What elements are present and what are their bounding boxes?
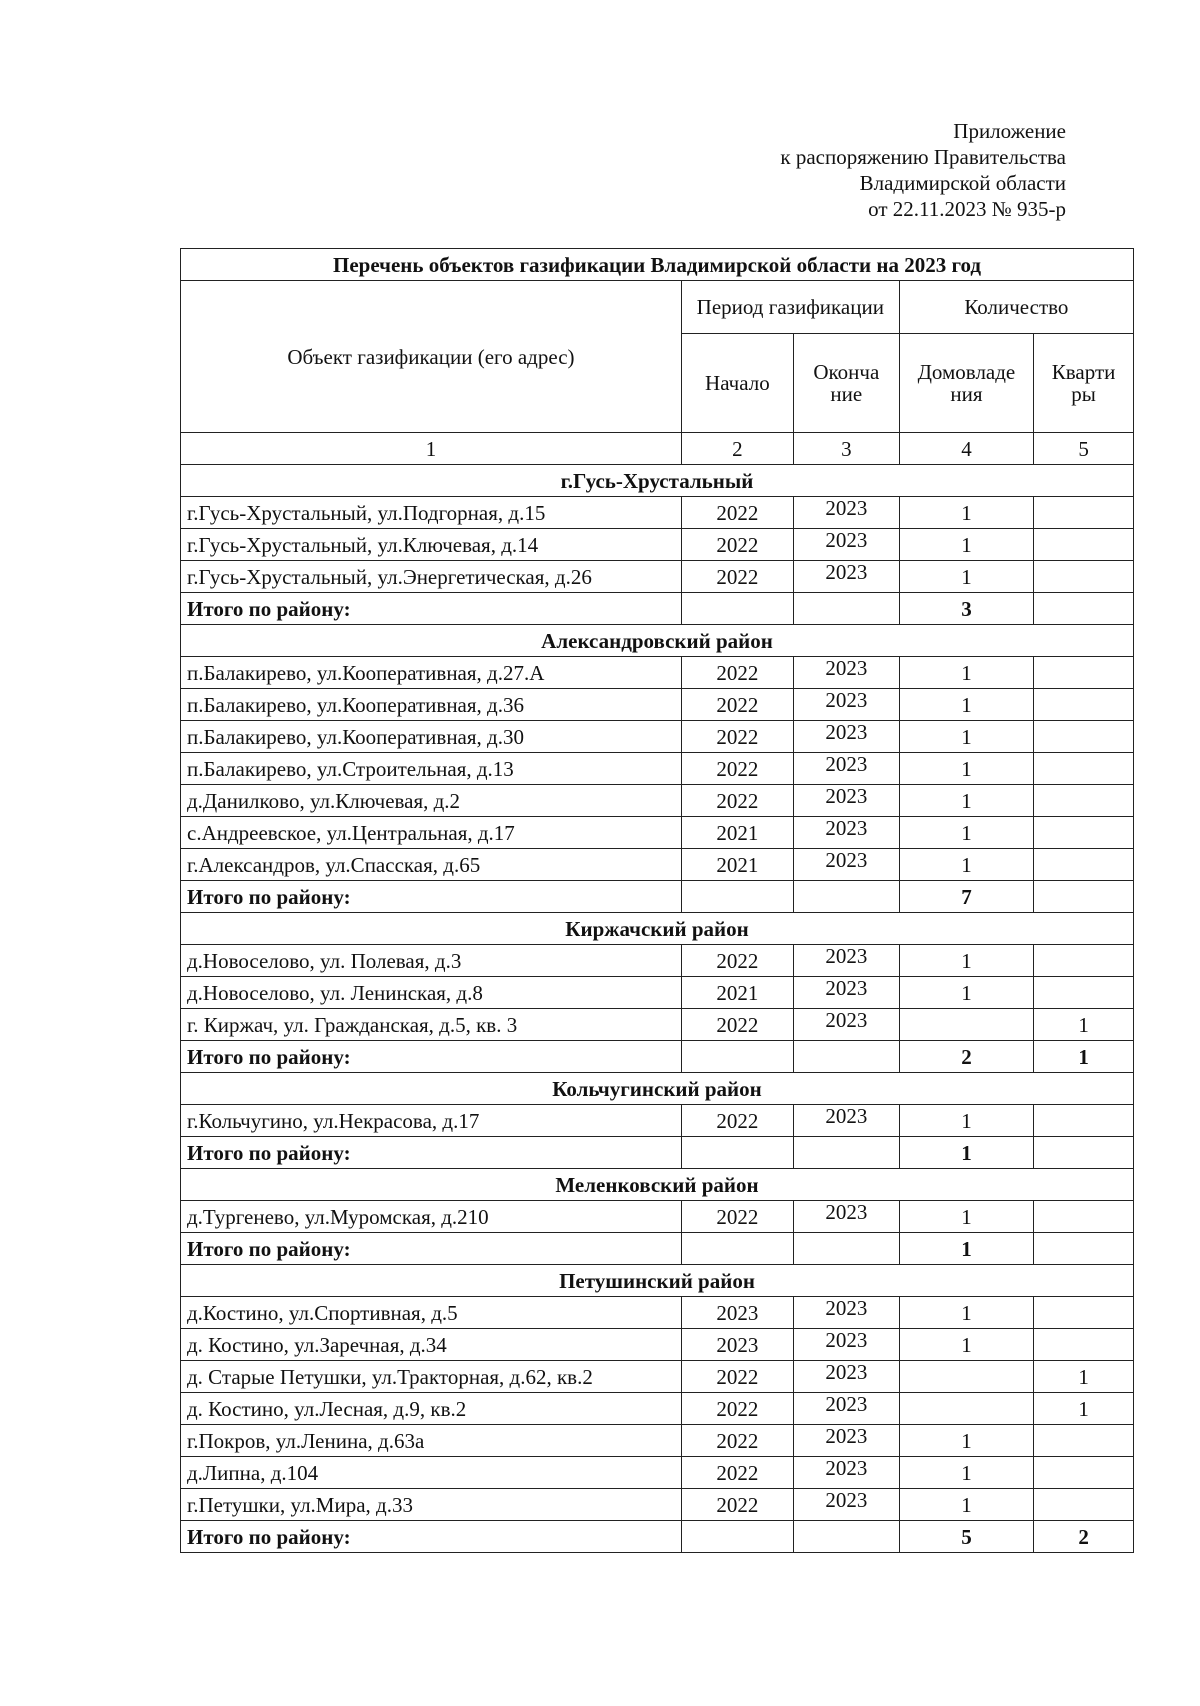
object-address: п.Балакирево, ул.Кооперативная, д.36 — [181, 689, 682, 721]
appendix-line-3: Владимирской области — [859, 171, 1066, 195]
object-address: г.Александров, ул.Спасская, д.65 — [181, 849, 682, 881]
houses-count: 1 — [899, 561, 1033, 593]
district-header-row — [181, 625, 1134, 657]
start-year: 2022 — [681, 497, 793, 529]
table-title-row — [181, 249, 1134, 281]
houses-count: 1 — [899, 1489, 1033, 1521]
end-year: 2023 — [793, 753, 899, 785]
houses-count: 1 — [899, 497, 1033, 529]
flats-count: 1 — [1034, 1009, 1134, 1041]
table-row — [181, 721, 1134, 753]
houses-count: 1 — [899, 1201, 1033, 1233]
start-year: 2023 — [681, 1329, 793, 1361]
end-year: 2023 — [793, 657, 899, 689]
total-houses: 2 — [899, 1041, 1033, 1073]
header-period: Период газификации — [681, 281, 899, 334]
gasification-table — [180, 248, 1134, 1553]
total-empty-start — [681, 1233, 793, 1265]
total-empty-start — [681, 593, 793, 625]
object-address: г.Кольчугино, ул.Некрасова, д.17 — [181, 1105, 682, 1137]
district-header-row — [181, 1073, 1134, 1105]
start-year: 2021 — [681, 977, 793, 1009]
end-year: 2023 — [793, 689, 899, 721]
header-houses: Домовладе ния — [899, 334, 1033, 433]
district-name: г.Гусь-Хрустальный — [181, 465, 1134, 497]
start-year: 2022 — [681, 1009, 793, 1041]
table-row — [181, 753, 1134, 785]
appendix-header — [780, 118, 1066, 222]
end-year: 2023 — [793, 1457, 899, 1489]
district-header-row — [181, 1265, 1134, 1297]
total-empty-start — [681, 1041, 793, 1073]
end-year: 2023 — [793, 849, 899, 881]
end-year: 2023 — [793, 529, 899, 561]
flats-count — [1034, 849, 1134, 881]
end-year: 2023 — [793, 977, 899, 1009]
flats-count — [1034, 1105, 1134, 1137]
houses-count — [899, 1393, 1033, 1425]
header-row-1 — [181, 281, 1134, 334]
flats-count — [1034, 497, 1134, 529]
start-year: 2021 — [681, 849, 793, 881]
header-quantity: Количество — [899, 281, 1133, 334]
houses-count: 1 — [899, 945, 1033, 977]
end-year: 2023 — [793, 1489, 899, 1521]
start-year: 2022 — [681, 945, 793, 977]
col-number-1: 1 — [181, 433, 682, 465]
table-row — [181, 1361, 1134, 1393]
start-year: 2022 — [681, 1361, 793, 1393]
table-row — [181, 1425, 1134, 1457]
table-row — [181, 657, 1134, 689]
object-address: д. Костино, ул.Заречная, д.34 — [181, 1329, 682, 1361]
houses-count: 1 — [899, 689, 1033, 721]
total-houses: 7 — [899, 881, 1033, 913]
flats-count — [1034, 817, 1134, 849]
houses-count: 1 — [899, 1329, 1033, 1361]
houses-count: 1 — [899, 753, 1033, 785]
end-year: 2023 — [793, 785, 899, 817]
houses-count: 1 — [899, 1425, 1033, 1457]
object-address: г.Покров, ул.Ленина, д.63а — [181, 1425, 682, 1457]
table-row — [181, 1457, 1134, 1489]
total-houses: 1 — [899, 1137, 1033, 1169]
total-label: Итого по району: — [181, 1233, 682, 1265]
flats-count: 1 — [1034, 1393, 1134, 1425]
table-row — [181, 1297, 1134, 1329]
total-flats: 1 — [1034, 1041, 1134, 1073]
district-header-row — [181, 465, 1134, 497]
start-year: 2022 — [681, 721, 793, 753]
district-total-row — [181, 1137, 1134, 1169]
table-row — [181, 945, 1134, 977]
table-row — [181, 1329, 1134, 1361]
object-address: г.Петушки, ул.Мира, д.33 — [181, 1489, 682, 1521]
col-number-3: 3 — [793, 433, 899, 465]
total-empty-end — [793, 1041, 899, 1073]
end-year: 2023 — [793, 497, 899, 529]
flats-count — [1034, 1297, 1134, 1329]
district-header-row — [181, 913, 1134, 945]
flats-count — [1034, 945, 1134, 977]
start-year: 2022 — [681, 689, 793, 721]
total-label: Итого по району: — [181, 1137, 682, 1169]
table-row — [181, 1489, 1134, 1521]
object-address: д. Старые Петушки, ул.Тракторная, д.62, кв.2 — [181, 1361, 682, 1393]
end-year: 2023 — [793, 1393, 899, 1425]
total-empty-end — [793, 1137, 899, 1169]
houses-count: 1 — [899, 721, 1033, 753]
end-year: 2023 — [793, 817, 899, 849]
district-total-row — [181, 1521, 1134, 1553]
district-name: Киржачский район — [181, 913, 1134, 945]
start-year: 2022 — [681, 1425, 793, 1457]
flats-count — [1034, 1489, 1134, 1521]
total-flats — [1034, 1137, 1134, 1169]
total-flats: 2 — [1034, 1521, 1134, 1553]
end-year: 2023 — [793, 1009, 899, 1041]
district-name: Кольчугинский район — [181, 1073, 1134, 1105]
houses-count — [899, 1361, 1033, 1393]
appendix-line-2: к распоряжению Правительства — [780, 145, 1066, 169]
total-label: Итого по району: — [181, 1041, 682, 1073]
col-number-5: 5 — [1034, 433, 1134, 465]
start-year: 2022 — [681, 1105, 793, 1137]
flats-count: 1 — [1034, 1361, 1134, 1393]
houses-count: 1 — [899, 849, 1033, 881]
houses-count: 1 — [899, 1105, 1033, 1137]
object-address: д.Костино, ул.Спортивная, д.5 — [181, 1297, 682, 1329]
total-flats — [1034, 881, 1134, 913]
appendix-line-4: от 22.11.2023 № 935-р — [868, 197, 1066, 221]
district-name: Петушинский район — [181, 1265, 1134, 1297]
houses-count: 1 — [899, 657, 1033, 689]
table-body — [181, 249, 1134, 1553]
district-name: Александровский район — [181, 625, 1134, 657]
table-row — [181, 849, 1134, 881]
end-year: 2023 — [793, 1361, 899, 1393]
total-houses: 3 — [899, 593, 1033, 625]
table-row — [181, 1393, 1134, 1425]
object-address: г.Гусь-Хрустальный, ул.Энергетическая, д.26 — [181, 561, 682, 593]
total-houses: 5 — [899, 1521, 1033, 1553]
total-empty-end — [793, 1521, 899, 1553]
start-year: 2022 — [681, 1489, 793, 1521]
flats-count — [1034, 977, 1134, 1009]
col-number-2: 2 — [681, 433, 793, 465]
flats-count — [1034, 1329, 1134, 1361]
flats-count — [1034, 1457, 1134, 1489]
object-address: г.Гусь-Хрустальный, ул.Подгорная, д.15 — [181, 497, 682, 529]
total-label: Итого по району: — [181, 881, 682, 913]
start-year: 2022 — [681, 529, 793, 561]
object-address: д.Новоселово, ул. Ленинская, д.8 — [181, 977, 682, 1009]
flats-count — [1034, 785, 1134, 817]
total-empty-start — [681, 1137, 793, 1169]
flats-count — [1034, 529, 1134, 561]
district-total-row — [181, 593, 1134, 625]
total-empty-end — [793, 881, 899, 913]
header-flats: Кварти ры — [1034, 334, 1134, 433]
end-year: 2023 — [793, 1105, 899, 1137]
start-year: 2022 — [681, 561, 793, 593]
district-total-row — [181, 1041, 1134, 1073]
district-total-row — [181, 881, 1134, 913]
houses-count: 1 — [899, 977, 1033, 1009]
flats-count — [1034, 753, 1134, 785]
table-row — [181, 977, 1134, 1009]
table-title: Перечень объектов газификации Владимирской области на 2023 год — [181, 249, 1134, 281]
start-year: 2022 — [681, 753, 793, 785]
total-flats — [1034, 1233, 1134, 1265]
header-end: Оконча ние — [793, 334, 899, 433]
start-year: 2022 — [681, 1457, 793, 1489]
object-address: п.Балакирево, ул.Кооперативная, д.27.А — [181, 657, 682, 689]
table-row — [181, 529, 1134, 561]
table-row — [181, 561, 1134, 593]
end-year: 2023 — [793, 945, 899, 977]
district-total-row — [181, 1233, 1134, 1265]
total-label: Итого по району: — [181, 593, 682, 625]
object-address: д. Костино, ул.Лесная, д.9, кв.2 — [181, 1393, 682, 1425]
flats-count — [1034, 561, 1134, 593]
end-year: 2023 — [793, 1425, 899, 1457]
object-address: г. Киржач, ул. Гражданская, д.5, кв. 3 — [181, 1009, 682, 1041]
object-address: г.Гусь-Хрустальный, ул.Ключевая, д.14 — [181, 529, 682, 561]
houses-count: 1 — [899, 817, 1033, 849]
total-empty-start — [681, 881, 793, 913]
table-row — [181, 497, 1134, 529]
table-row — [181, 817, 1134, 849]
start-year: 2022 — [681, 785, 793, 817]
object-address: п.Балакирево, ул.Кооперативная, д.30 — [181, 721, 682, 753]
table-row — [181, 689, 1134, 721]
table-row — [181, 1009, 1134, 1041]
flats-count — [1034, 721, 1134, 753]
header-object: Объект газификации (его адрес) — [181, 281, 682, 433]
total-empty-start — [681, 1521, 793, 1553]
district-header-row — [181, 1169, 1134, 1201]
object-address: п.Балакирево, ул.Строительная, д.13 — [181, 753, 682, 785]
total-empty-end — [793, 593, 899, 625]
flats-count — [1034, 1201, 1134, 1233]
houses-count: 1 — [899, 1457, 1033, 1489]
total-flats — [1034, 593, 1134, 625]
end-year: 2023 — [793, 721, 899, 753]
end-year: 2023 — [793, 1297, 899, 1329]
houses-count: 1 — [899, 1297, 1033, 1329]
start-year: 2022 — [681, 1201, 793, 1233]
start-year: 2022 — [681, 657, 793, 689]
flats-count — [1034, 1425, 1134, 1457]
col-number-4: 4 — [899, 433, 1033, 465]
end-year: 2023 — [793, 1201, 899, 1233]
district-name: Меленковский район — [181, 1169, 1134, 1201]
table-row — [181, 1201, 1134, 1233]
column-number-row — [181, 433, 1134, 465]
start-year: 2022 — [681, 1393, 793, 1425]
appendix-line-1: Приложение — [953, 119, 1066, 143]
table-row — [181, 1105, 1134, 1137]
houses-count: 1 — [899, 529, 1033, 561]
flats-count — [1034, 657, 1134, 689]
object-address: д.Липна, д.104 — [181, 1457, 682, 1489]
houses-count — [899, 1009, 1033, 1041]
end-year: 2023 — [793, 1329, 899, 1361]
total-empty-end — [793, 1233, 899, 1265]
flats-count — [1034, 689, 1134, 721]
header-start: Начало — [681, 334, 793, 433]
table-row — [181, 785, 1134, 817]
object-address: д.Тургенево, ул.Муромская, д.210 — [181, 1201, 682, 1233]
object-address: д.Новоселово, ул. Полевая, д.3 — [181, 945, 682, 977]
start-year: 2021 — [681, 817, 793, 849]
end-year: 2023 — [793, 561, 899, 593]
houses-count: 1 — [899, 785, 1033, 817]
start-year: 2023 — [681, 1297, 793, 1329]
total-houses: 1 — [899, 1233, 1033, 1265]
object-address: д.Данилково, ул.Ключевая, д.2 — [181, 785, 682, 817]
object-address: с.Андреевское, ул.Центральная, д.17 — [181, 817, 682, 849]
total-label: Итого по району: — [181, 1521, 682, 1553]
